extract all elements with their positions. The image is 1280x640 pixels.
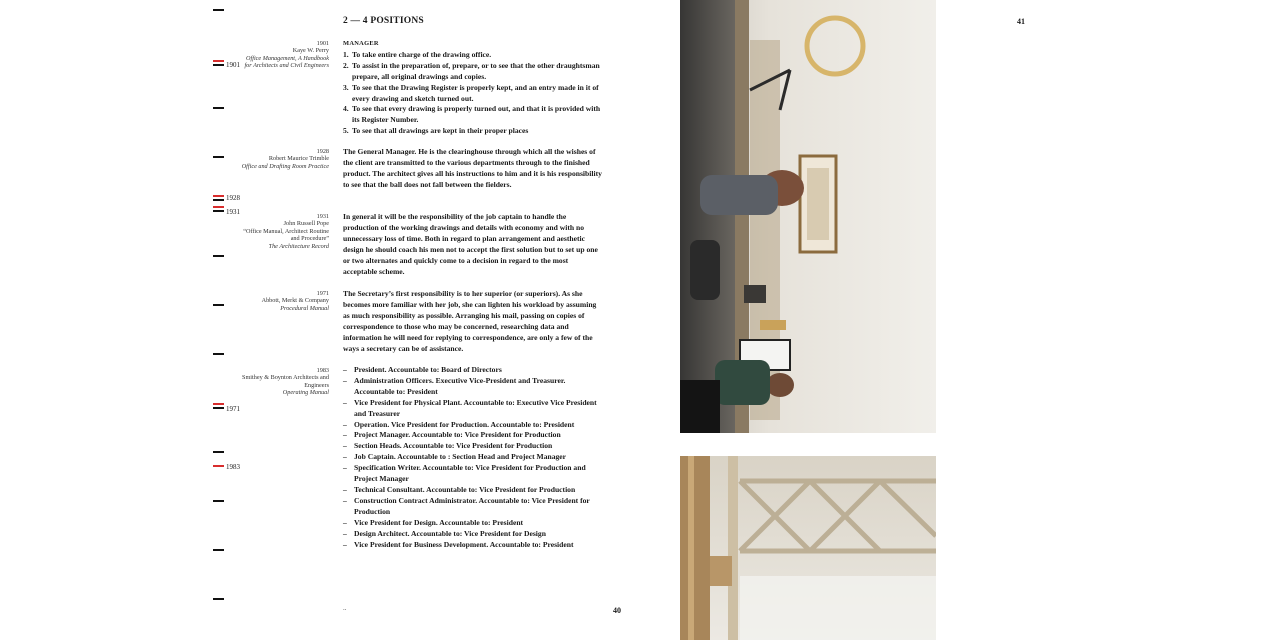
- year-marker-base: [213, 210, 224, 212]
- source-year: 1901: [316, 40, 329, 47]
- list-item: – Technical Consultant. Accountable to: Vice President for Production: [343, 484, 576, 494]
- source-citation: [240, 148, 329, 170]
- source-author: Kaye W. Perry: [292, 47, 329, 55]
- list-item: – Specification Writer. Accountable to: Vice President for Production and Project Manager: [343, 463, 586, 484]
- positions-list: [343, 365, 603, 550]
- paragraph-text: The General Manager. He is the clearinghouse through which all the wishes of the client are transmitted to the various departments through to the finished product. The architect gives all his instructions to him and it is his responsibility to see that the ball does not fall between the fielders.: [343, 147, 602, 189]
- list-item: – Vice President for Design. Accountable to: President: [343, 517, 524, 527]
- section-heading: 2 — 4 POSITIONS: [343, 16, 424, 26]
- manager-block: [343, 39, 603, 137]
- list-item: – Construction Contract Administrator. Accountable to: Vice President for Production: [343, 495, 590, 516]
- source-title: Procedural Manual: [280, 304, 329, 312]
- paragraph-text: The Secretary’s first responsibility is to her superior (or superiors). As she becomes more familiar with her job, she can lighten his workload by assuming as much responsibility as possible. Arranging his mail, passing on copies of correspondence to those who may be concerned, researching data and information he will need for replying to correspondence, are only a few of the ways a secretary can be of assistance.: [343, 289, 597, 353]
- source-year: 1931: [316, 213, 329, 220]
- source-year: 1971: [316, 290, 329, 297]
- timeline-tick: [213, 107, 224, 109]
- list-item: – Operation. Vice President for Production. Accountable to: President: [343, 419, 575, 429]
- source-title: Office Management, A Handbook for Architects and Civil Engineers: [244, 54, 329, 70]
- page-number-right: 41: [1017, 17, 1025, 26]
- workshop-photo: [680, 456, 936, 640]
- office-photo-illustration: [680, 0, 936, 433]
- list-item: – Section Heads. Accountable to: Vice President for Production: [343, 441, 553, 451]
- year-marker: [213, 465, 224, 467]
- paragraph-1928: [343, 147, 603, 191]
- year-label: 1931: [226, 208, 240, 216]
- year-label: 1901: [226, 61, 240, 69]
- year-marker: [213, 195, 224, 197]
- list-item: – Job Captain. Accountable to : Section Head and Project Manager: [343, 452, 567, 462]
- year-marker-base: [213, 407, 224, 409]
- list-item: – Administration Officers. Executive Vice-President and Treasurer. Accountable to: President: [343, 375, 566, 396]
- paragraph-1971: [343, 289, 603, 354]
- source-citation: [240, 367, 329, 397]
- timeline-tick: [213, 598, 224, 600]
- page-number-left: 40: [613, 606, 621, 615]
- source-author: Smithey & Boynton Architects and Engineers: [242, 374, 329, 389]
- list-item: 3. To see that the Drawing Register is properly kept, and an entry made in it of every drawing and sketch turned out.: [343, 82, 599, 103]
- list-item: 1. To take entire charge of the drawing office.: [343, 49, 492, 59]
- list-item: – Project Manager. Accountable to: Vice President for Production: [343, 430, 561, 440]
- source-year: 1928: [316, 148, 329, 155]
- manager-duties-list: [343, 50, 603, 137]
- source-title: Office and Drafting Room Practice: [241, 162, 329, 170]
- timeline-tick: [213, 255, 224, 257]
- timeline-tick: [213, 353, 224, 355]
- timeline-tick: [213, 156, 224, 158]
- year-marker: [213, 206, 224, 208]
- list-item: 4. To see that every drawing is properly turned out, and that it is provided with its Register Number.: [343, 104, 601, 125]
- timeline-tick: [213, 304, 224, 306]
- year-marker: [213, 403, 224, 405]
- list-item: – Vice President for Business Development. Accountable to: President: [343, 539, 574, 549]
- source-year: 1983: [316, 367, 329, 374]
- list-item: – Vice President for Physical Plant. Accountable to: Executive Vice President and Treasurer: [343, 397, 597, 418]
- year-label: 1971: [226, 405, 240, 413]
- source-author: John Russell Pope: [283, 220, 329, 228]
- list-item: – President. Accountable to: Board of Directors: [343, 365, 502, 374]
- year-marker: [213, 60, 224, 62]
- source-title: The Architecture Record: [268, 242, 329, 250]
- timeline-tick: [213, 451, 224, 453]
- source-title-plain: “Office Manual, Architect Routine and Procedure”: [243, 227, 329, 243]
- timeline-tick: [213, 500, 224, 502]
- year-label: 1928: [226, 194, 240, 202]
- list-item: 5. To see that all drawings are kept in their proper places: [343, 126, 529, 136]
- paragraph-1931: [343, 212, 603, 277]
- list-item: – Design Architect. Accountable to: Vice President for Design: [343, 528, 546, 538]
- footer-mark: ..: [343, 604, 347, 612]
- list-item: 2. To assist in the preparation of, prepare, or to see that the other draughtsman prepare, all original drawings and copies.: [343, 60, 600, 81]
- office-photo: [680, 0, 936, 433]
- year-label: 1983: [226, 463, 240, 471]
- timeline-tick: [213, 9, 224, 11]
- positions-list-1983: [343, 365, 603, 550]
- source-citation: [240, 290, 329, 312]
- source-author: Abbott, Merkt & Company: [261, 297, 329, 305]
- manager-label: MANAGER: [343, 40, 379, 47]
- year-marker-base: [213, 199, 224, 201]
- source-citation: [240, 213, 329, 250]
- source-title: Operating Manual: [282, 389, 329, 397]
- timeline-tick: [213, 549, 224, 551]
- year-marker-base: [213, 64, 224, 66]
- source-citation: [240, 40, 329, 70]
- workshop-photo-illustration: [680, 456, 936, 640]
- source-author: Robert Maurice Trimble: [268, 155, 329, 163]
- paragraph-text: In general it will be the responsibility of the job captain to handle the production of the working drawings and details with economy and with no unnecessary loss of time. Both in regard to plan arrangement and aesthetic design he should coach his men not to accept the first solution but to set up one or two alternates and quickly come to a decision in regard to the most acceptable scheme.: [343, 212, 598, 276]
